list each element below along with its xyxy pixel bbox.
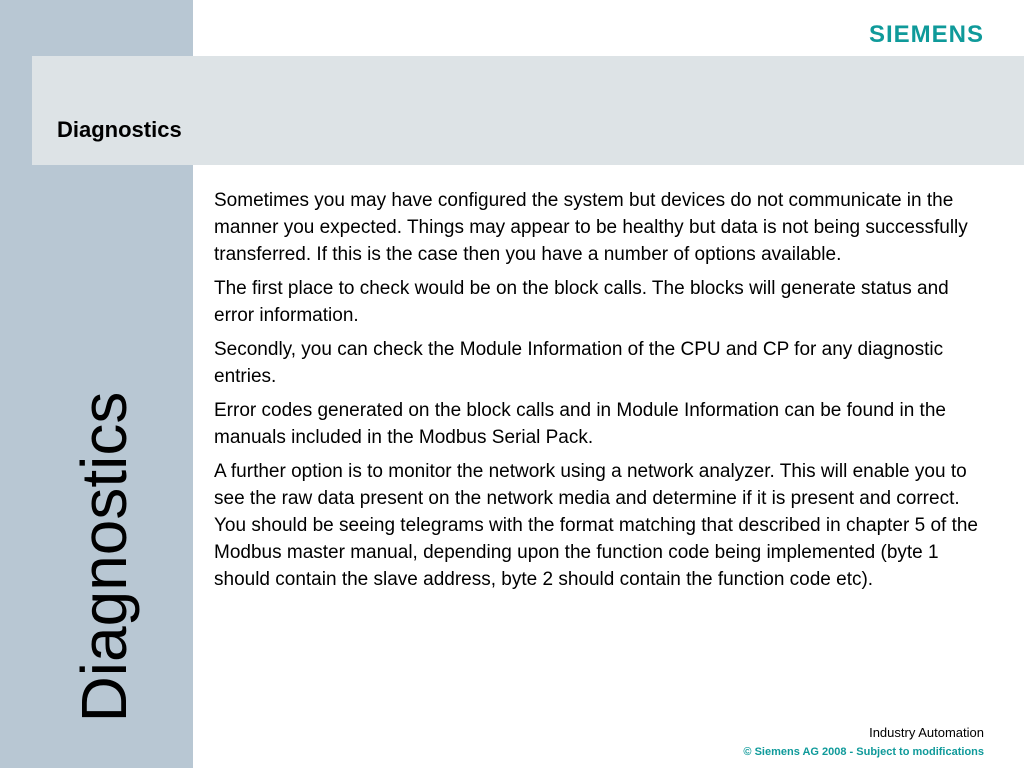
header-band	[32, 56, 1024, 165]
vertical-slide-title: Diagnostics	[68, 391, 140, 723]
paragraph: Secondly, you can check the Module Information of the CPU and CP for any diagnostic entries.	[214, 339, 944, 387]
paragraph: Error codes generated on the block calls and in Module Information can be found in the manuals included in the Modbus Serial Pack.	[214, 400, 946, 448]
footer-division: Industry Automation	[869, 725, 984, 740]
siemens-logo: SIEMENS	[868, 21, 984, 48]
paragraph: A further option is to monitor the network using a network analyzer. This will enable you to see the raw data present on the network media and determine if it is present and correct. You should be seeing telegrams with the format matching that described in chapter 5 of the Modbus master manual, depending upon the function code being implemented (byte 1 should contain the slave address, byte 2 should contain the function code etc).	[214, 461, 978, 590]
paragraph: Sometimes you may have configured the system but devices do not communicate in the manner you expected. Things may appear to be healthy but data is not being successfully transferred. If this is the case then you have a number of options available.	[214, 190, 968, 265]
page-title: Diagnostics	[57, 117, 182, 142]
paragraph: The first place to check would be on the block calls. The blocks will generate status and error information.	[214, 278, 949, 326]
footer-copyright: © Siemens AG 2008 - Subject to modifications	[743, 746, 984, 758]
slide-body	[214, 187, 986, 600]
